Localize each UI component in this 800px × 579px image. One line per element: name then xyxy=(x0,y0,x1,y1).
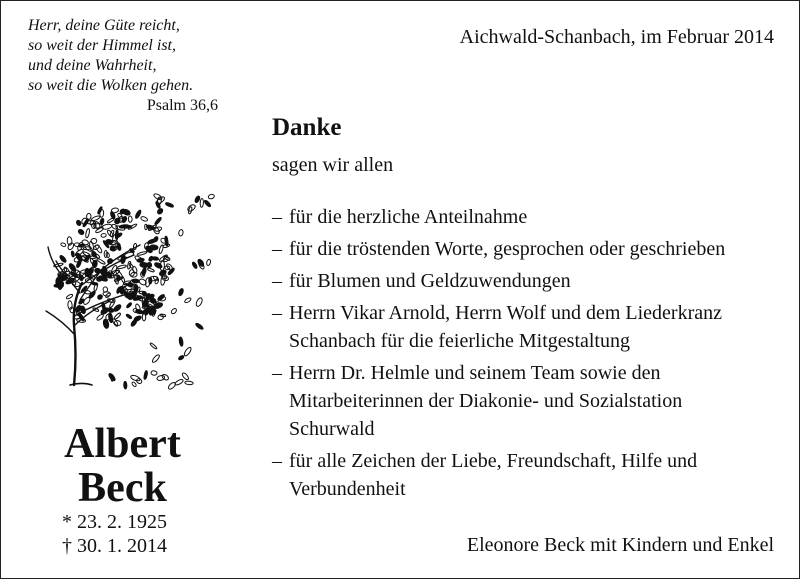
list-item-line: Herrn Vikar Arnold, Herrn Wolf und dem Liederkranz xyxy=(289,302,722,324)
list-item-line: Mitarbeiterinnen der Diakonie- und Sozialstation xyxy=(289,390,683,412)
signature: Eleonore Beck mit Kindern und Enkel xyxy=(466,534,774,556)
list-item xyxy=(272,299,782,355)
bible-verse xyxy=(28,16,218,116)
list-item xyxy=(272,203,782,231)
list-item-line: Schanbach für die feierliche Mitgestaltung xyxy=(289,330,630,352)
thanks-list xyxy=(272,203,782,507)
list-item xyxy=(272,447,782,503)
list-item-line: für alle Zeichen der Liebe, Freundschaft, Hilfe und xyxy=(289,450,698,472)
list-item xyxy=(272,267,782,295)
dash-bullet: – xyxy=(272,238,282,260)
list-item xyxy=(272,235,782,263)
dash-bullet: – xyxy=(272,270,282,292)
verse-line: und deine Wahrheit, xyxy=(28,57,157,74)
dash-bullet: – xyxy=(272,450,282,472)
verse-line: so weit der Himmel ist, xyxy=(28,37,176,54)
list-item-line: Herrn Dr. Helmle und seinem Team sowie den xyxy=(289,362,661,384)
first-name: Albert xyxy=(64,421,181,467)
windswept-tree-icon xyxy=(30,175,220,395)
death-date: † 30. 1. 2014 xyxy=(62,535,167,557)
life-dates xyxy=(62,510,167,558)
list-item-line: Verbundenheit xyxy=(289,478,406,500)
verse-reference: Psalm 36,6 xyxy=(146,97,218,114)
list-item-line: für Blumen und Geldzuwendungen xyxy=(289,270,571,292)
list-item-line: für die herzliche Anteilnahme xyxy=(289,206,528,228)
dash-bullet: – xyxy=(272,206,282,228)
dash-bullet: – xyxy=(272,362,282,384)
verse-line: so weit die Wolken gehen. xyxy=(28,77,194,94)
list-item-line: für die tröstenden Worte, gesprochen oder geschrieben xyxy=(289,238,726,260)
deceased-name xyxy=(20,422,225,510)
dash-bullet: – xyxy=(272,302,282,324)
last-name: Beck xyxy=(78,465,167,511)
thanks-title: Danke xyxy=(272,114,342,141)
list-item-line: Schurwald xyxy=(289,418,375,440)
birth-date: * 23. 2. 1925 xyxy=(62,511,167,533)
list-item xyxy=(272,359,782,443)
place-date: Aichwald-Schanbach, im Februar 2014 xyxy=(459,26,774,48)
verse-line: Herr, deine Güte reicht, xyxy=(28,17,180,34)
thanks-intro: sagen wir allen xyxy=(272,154,394,176)
